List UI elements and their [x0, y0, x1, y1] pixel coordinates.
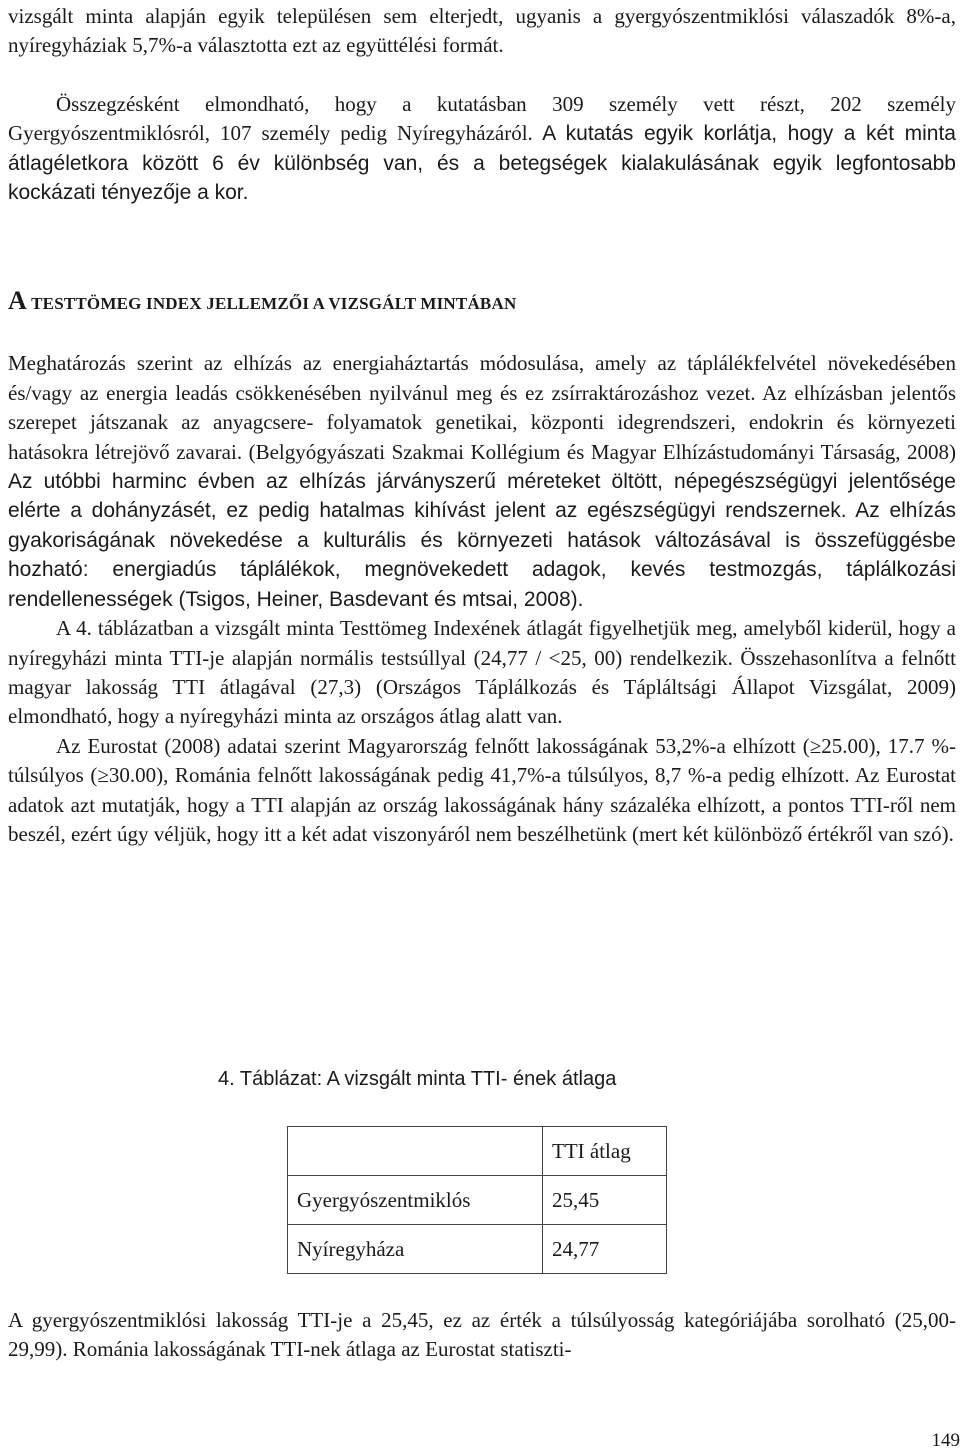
paragraph-bottom: A gyergyószentmiklósi lakosság TTI-je a 25,45, ez az érték a túlsúlyosság kategóriájába sorolható (25,00-29,99). Románia lakosságának TTI-nek átlaga az Eurostat statiszti- — [8, 1308, 956, 1362]
table-cell-city: Gyergyószentmiklós — [288, 1176, 543, 1225]
section-heading-initial: A — [8, 286, 27, 316]
table-row — [288, 1225, 667, 1274]
summary-text-sans: A kutatás egyik korlátja, hogy a két minta átlagéletkora között 6 év különbség van, és a betegségek kialakulásának egyik legfontosabb kockázati tényezője a kor. — [8, 122, 956, 205]
table-row — [288, 1176, 667, 1225]
section-heading — [8, 286, 956, 316]
paragraph-definition — [8, 349, 956, 614]
table-header-tti: TTI átlag — [543, 1127, 667, 1176]
table-cell-value: 25,45 — [543, 1176, 667, 1225]
table-cell-city: Nyíregyháza — [288, 1225, 543, 1274]
definition-text-sans: Az utóbbi harminc évben az elhízás járványszerű méreteket öltött, népegészségügyi jelentősége elérte a dohányzásét, ez pedig hatalmas kihívást jelent az egészségügyi rendszernek. Az elhízás gyakoriságának növekedése a kulturális és környezeti hatások változásával is összefüggésbe hozható: energiadús táplálékok, megnövekedett adagok, kevés testmozgás, táplálkozási rendellenességek (Tsigos, Heiner, Basdevant és mtsai, 2008). — [8, 470, 956, 611]
definition-text-serif: Meghatározás szerint az elhízás az energiaháztartás módosulása, amely az táplálékfelvétel növekedésében és/vagy az energia leadás csökkenésében nyilvánul meg és ez zsírraktározáshoz vezet. Az elhízásban jelentős szerepet játszanak az anyagcsere- folyamatok genetikai, központi idegrendszeri, endokrin és környezeti hatásokra létrejövő zavarai. (Belgyógyászati Szakmai Kollégium és Magyar Elhízástudományi Társaság, 2008) — [8, 351, 956, 464]
document-page — [8, 0, 956, 849]
section-heading-rest: TESTTÖMEG INDEX JELLEMZŐI A VIZSGÁLT MINTÁBAN — [26, 294, 517, 314]
paragraph-table-reference: A 4. táblázatban a vizsgált minta Testtömeg Indexének átlagát figyelhetjük meg, amelyből kiderül, hogy a nyíregyházi minta TTI-je alapján normális testsúllyal (24,77 / <25, 00) rendelkezik. Összehasonlítva a felnőtt magyar lakosság TTI átlagával (27,3) (Országos Táplálkozás és Tápláltsági Állapot Vizsgálat, 2009) elmondható, hogy a nyíregyházi minta az országos átlag alatt van. — [8, 616, 956, 729]
summary-text-serif: Összegzésként elmondható, hogy a kutatásban 309 személy vett részt, 202 személy Gyergyószentmiklósról, 107 személy pedig Nyíregyházáról. — [8, 91, 956, 146]
table-caption: 4. Táblázat: A vizsgált minta TTI- ének átlaga — [218, 1068, 617, 1090]
paragraph-intro: vizsgált minta alapján egyik településen sem elterjedt, ugyanis a gyergyószentmiklósi válaszadók 8%-a, nyíregyháziak 5,7%-a választotta ezt az együttélési formát. — [8, 4, 956, 58]
page-number: 149 — [931, 1430, 960, 1451]
table-header-empty-cell — [288, 1127, 543, 1176]
paragraph-eurostat: Az Eurostat (2008) adatai szerint Magyarország felnőtt lakosságának 53,2%-a elhízott (≥25.00), 17.7 %-túlsúlyos (≥30.00), Románia felnőtt lakosságának pedig 41,7%-a túlsúlyos, 8,7 %-a pedig elhízott. Az Eurostat adatok azt mutatják, hogy a TTI alapján az ország lakosságának hány százaléka elhízott, a pontos TTI-ről nem beszél, ezért úgy véljük, hogy itt a két adat viszonyáról nem beszélhetünk (mert két különböző értékről van szó). — [8, 733, 956, 846]
paragraph-summary — [8, 90, 956, 208]
table-header-row — [288, 1127, 667, 1176]
tti-table — [287, 1126, 667, 1274]
table-cell-value: 24,77 — [543, 1225, 667, 1274]
